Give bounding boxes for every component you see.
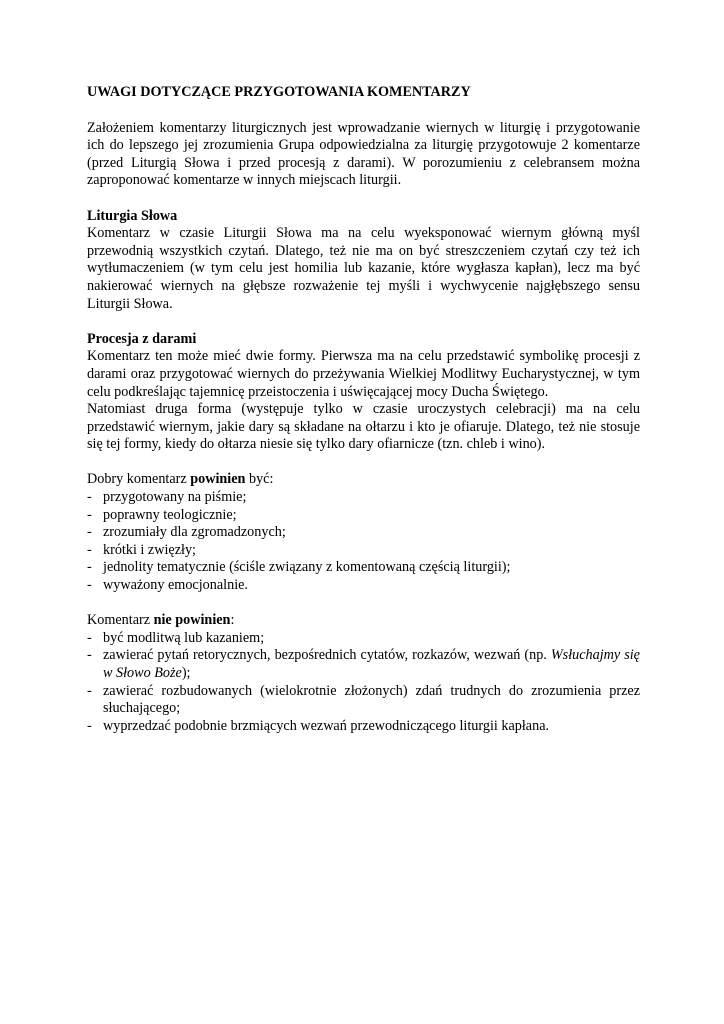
good-comment-list [87,489,640,595]
bad-comment-lead [87,612,640,630]
procesja-section [87,331,640,454]
bad-lead-before: Komentarz [87,612,154,629]
good-comment-lead [87,471,640,489]
list-item: - zawierać rozbudowanych (wielokrotnie złożonych) zdań trudnych do zrozumienia przez słuchającego; [87,683,640,718]
liturgia-section [87,208,640,314]
bad-lead-bold: nie powinien [153,612,231,629]
list-item: - przygotowany na piśmie; [87,489,640,507]
bad-comment-section [87,612,640,735]
list-item: - poprawny teologicznie; [87,507,640,525]
list-item [87,647,640,682]
list-item: - zrozumiały dla zgromadzonych; [87,524,640,542]
liturgia-heading: Liturgia Słowa [87,207,178,224]
procesja-paragraph-2: Natomiast druga forma (występuje tylko w czasie uroczystych celebracji) ma na celu przedstawić wiernym, jakie dary są składane na ołtarzu i kto je ofiaruje. Dlatego, też nie stosuje się tej formy, kiedy do ołtarza niesie się tylko dary ofiarnicze (tzn. chleb i wino). [87,401,640,453]
bad-comment-list [87,630,640,736]
intro-paragraph: Założeniem komentarzy liturgicznych jest wprowadzanie wiernych w liturgię i przygotowanie ich do lepszego jej zrozumienia Grupa odpowiedzialna za liturgię przygotowuje 2 komentarze (przed Liturgią Słowa i przed procesją z darami). W porozumieniu z celebransem można zaproponować komentarze w innych miejscach liturgii. [87,119,640,189]
list-item-italic-example: Wsłuchajmy się w Słowo Boże [103,647,640,681]
list-item: - wyważony emocjonalnie. [87,577,640,595]
liturgia-paragraph: Komentarz w czasie Liturgii Słowa ma na celu wyeksponować wiernym główną myśl przewodnią wszystkich czytań. Dlatego, też nie ma on być streszczeniem czytań czy też ich wytłumaczeniem (w tym celu jest homilia lub kazanie, które wygłasza kapłan), lecz ma być nakierować wiernych na głębsze rozważenie tej myśli i wychwycenie najgłębszego sensu Liturgii Słowa. [87,225,640,312]
list-item: - być modlitwą lub kazaniem; [87,630,640,648]
procesja-heading: Procesja z darami [87,330,197,347]
document-page [87,84,640,753]
document-title: UWAGI DOTYCZĄCE PRZYGOTOWANIA KOMENTARZY [87,84,471,100]
bad-lead-after: : [230,612,235,629]
good-lead-bold: powinien [190,471,246,488]
list-item: - wyprzedzać podobnie brzmiących wezwań przewodniczącego liturgii kapłana. [87,718,640,736]
list-item-text-before: zawierać pytań retorycznych, bezpośrednich cytatów, rozkazów, wezwań (np. [103,647,551,664]
list-item-text-after: ); [181,665,191,681]
list-item: - jednolity tematycznie (ściśle związany z komentowaną częścią liturgii); [87,559,640,577]
good-lead-before: Dobry komentarz [87,471,191,488]
good-comment-section [87,471,640,594]
list-item: - krótki i zwięzły; [87,542,640,560]
good-lead-after: być: [245,471,274,488]
procesja-paragraph-1: Komentarz ten może mieć dwie formy. Pierwsza ma na celu przedstawić symbolikę procesji z darami oraz przygotować wiernych do przeżywania Wielkiej Modlitwy Eucharystycznej, w tym celu podkreślając tajemnicę przeistoczenia i uświęcającej mocy Ducha Świętego. [87,348,640,400]
